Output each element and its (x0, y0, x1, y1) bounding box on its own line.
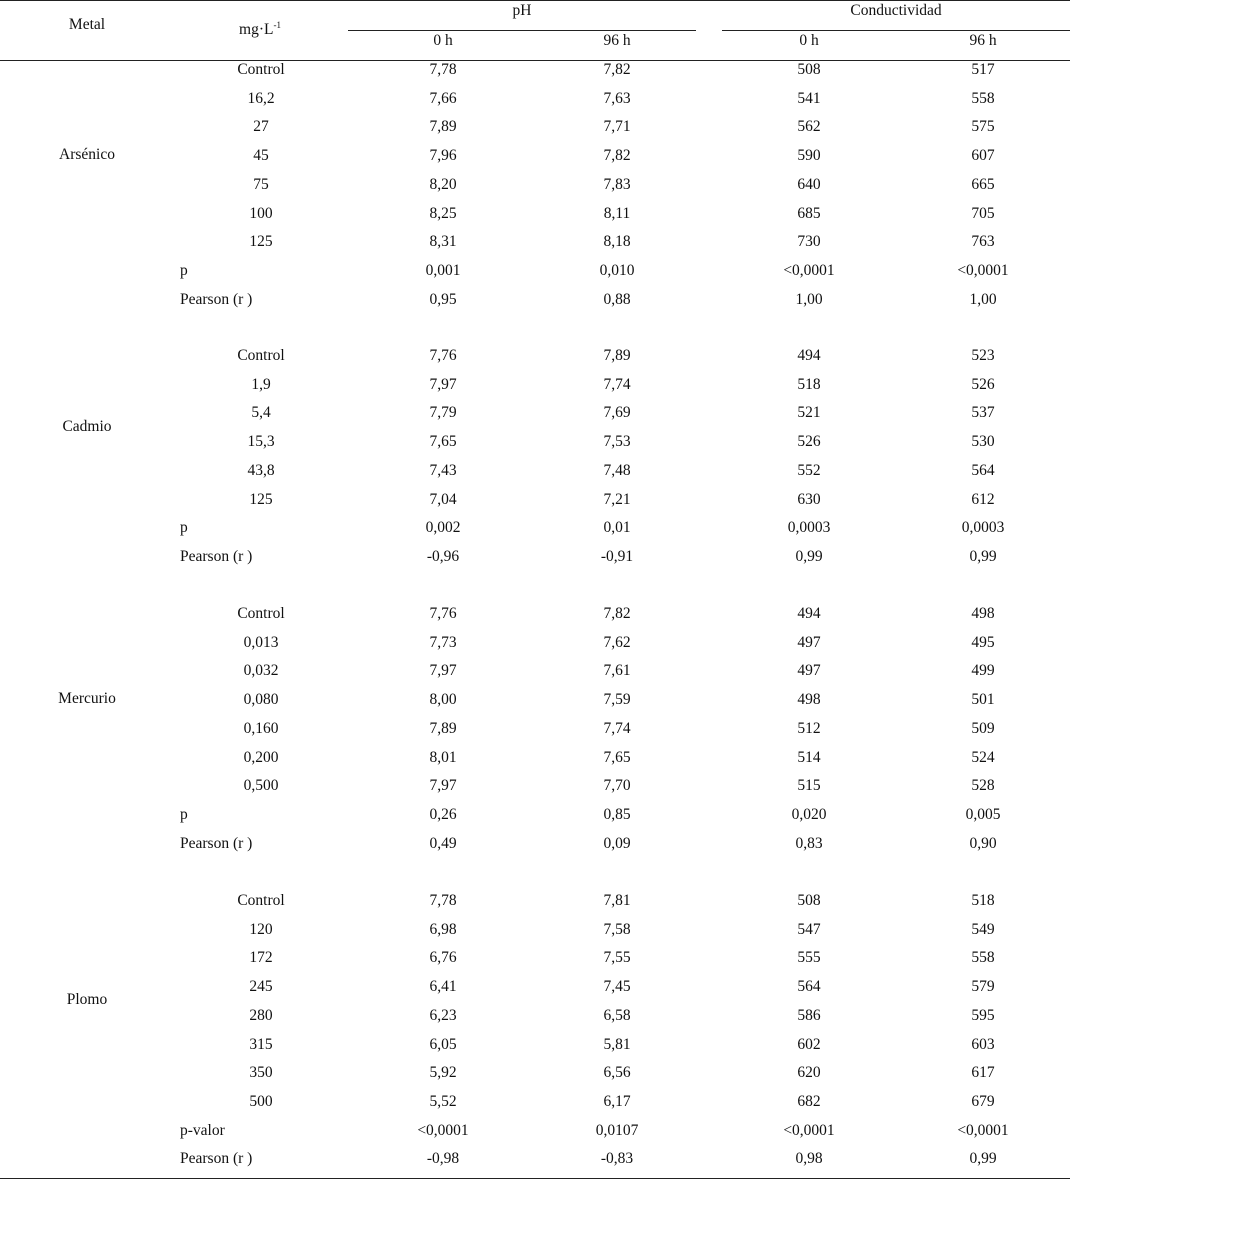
concentration-cell: 0,013 (243, 634, 279, 651)
value-cell-ph0: 7,89 (429, 118, 457, 135)
value-cell-ph96: 7,45 (603, 978, 631, 995)
value-cell-ph96: 6,58 (603, 1007, 631, 1024)
concentration-cell: 172 (249, 949, 273, 966)
stat-cell-c96: <0,0001 (957, 1122, 1009, 1139)
concentration-cell: 125 (249, 491, 273, 508)
stat-cell-ph0: 0,002 (425, 519, 461, 536)
concentration-cell: 0,032 (243, 662, 279, 679)
value-cell-c96: 517 (971, 61, 995, 78)
value-cell-c0: 630 (797, 491, 821, 508)
value-cell-ph96: 7,55 (603, 949, 631, 966)
stat-label: p (180, 806, 188, 823)
value-cell-c96: 498 (971, 605, 995, 622)
value-cell-c0: 562 (797, 118, 821, 135)
concentration-cell: 315 (249, 1036, 273, 1053)
value-cell-ph0: 7,97 (429, 777, 457, 794)
value-cell-ph96: 6,17 (603, 1093, 631, 1110)
value-cell-ph96: 7,74 (603, 720, 631, 737)
value-cell-ph96: 7,89 (603, 347, 631, 364)
concentration-cell: 5,4 (251, 404, 271, 421)
concentration-cell: 0,500 (243, 777, 279, 794)
value-cell-c96: 617 (971, 1064, 995, 1081)
value-cell-c96: 501 (971, 691, 995, 708)
value-cell-ph96: 7,83 (603, 176, 631, 193)
value-cell-ph96: 7,71 (603, 118, 631, 135)
header-metal: Metal (68, 16, 106, 33)
value-cell-c0: 515 (797, 777, 821, 794)
stat-cell-c0: 0,83 (795, 835, 823, 852)
stat-cell-c96: 0,99 (969, 548, 997, 565)
value-cell-ph0: 8,25 (429, 205, 457, 222)
value-cell-ph0: 7,66 (429, 90, 457, 107)
value-cell-c0: 514 (797, 749, 821, 766)
value-cell-ph96: 7,48 (603, 462, 631, 479)
value-cell-ph0: 8,00 (429, 691, 457, 708)
concentration-cell: Control (237, 61, 285, 78)
value-cell-ph0: 7,76 (429, 605, 457, 622)
value-cell-c0: 494 (797, 347, 821, 364)
stat-cell-ph96: -0,83 (600, 1150, 634, 1167)
value-cell-ph0: 6,05 (429, 1036, 457, 1053)
value-cell-ph0: 7,97 (429, 662, 457, 679)
value-cell-ph96: 7,59 (603, 691, 631, 708)
header-cond-96h: 96 h (969, 32, 997, 49)
concentration-cell: 75 (253, 176, 269, 193)
value-cell-c0: 564 (797, 978, 821, 995)
header-bottom-rule (0, 60, 1070, 61)
value-cell-c96: 763 (971, 233, 995, 250)
concentration-cell: Control (237, 892, 285, 909)
value-cell-ph0: 5,92 (429, 1064, 457, 1081)
value-cell-c96: 564 (971, 462, 995, 479)
value-cell-c0: 518 (797, 376, 821, 393)
value-cell-ph96: 7,65 (603, 749, 631, 766)
stat-cell-ph0: 0,26 (429, 806, 457, 823)
concentration-cell: 500 (249, 1093, 273, 1110)
value-cell-c0: 730 (797, 233, 821, 250)
concentration-cell: 16,2 (247, 90, 275, 107)
value-cell-c0: 497 (797, 634, 821, 651)
value-cell-ph96: 7,63 (603, 90, 631, 107)
value-cell-c0: 494 (797, 605, 821, 622)
value-cell-c0: 547 (797, 921, 821, 938)
stat-cell-c0: 0,98 (795, 1150, 823, 1167)
concentration-cell: 350 (249, 1064, 273, 1081)
stat-cell-c0: <0,0001 (783, 262, 835, 279)
header-ph-96h: 96 h (603, 32, 631, 49)
value-cell-c96: 595 (971, 1007, 995, 1024)
value-cell-c0: 640 (797, 176, 821, 193)
concentration-cell: 45 (253, 147, 269, 164)
value-cell-ph96: 7,21 (603, 491, 631, 508)
stat-cell-ph96: 0,01 (603, 519, 631, 536)
concentration-cell: 1,9 (251, 376, 271, 393)
value-cell-c0: 685 (797, 205, 821, 222)
metal-name: Plomo (66, 991, 108, 1008)
value-cell-c0: 541 (797, 90, 821, 107)
stat-cell-ph0: 0,95 (429, 291, 457, 308)
stat-cell-c96: 1,00 (969, 291, 997, 308)
value-cell-c0: 682 (797, 1093, 821, 1110)
metal-name: Mercurio (58, 690, 116, 707)
value-cell-c96: 603 (971, 1036, 995, 1053)
value-cell-c96: 537 (971, 404, 995, 421)
value-cell-ph0: 7,96 (429, 147, 457, 164)
concentration-cell: 27 (253, 118, 269, 135)
header-cond-0h: 0 h (799, 32, 819, 49)
concentration-cell: Control (237, 347, 285, 364)
value-cell-ph96: 7,82 (603, 147, 631, 164)
stat-cell-c0: 0,020 (791, 806, 827, 823)
value-cell-ph0: 7,04 (429, 491, 457, 508)
value-cell-c96: 679 (971, 1093, 995, 1110)
value-cell-ph0: 7,73 (429, 634, 457, 651)
value-cell-ph0: 7,89 (429, 720, 457, 737)
value-cell-c96: 528 (971, 777, 995, 794)
value-cell-c96: 524 (971, 749, 995, 766)
stat-cell-c0: 0,0003 (787, 519, 831, 536)
value-cell-c96: 526 (971, 376, 995, 393)
value-cell-ph96: 7,70 (603, 777, 631, 794)
value-cell-ph96: 8,11 (603, 205, 631, 222)
stat-cell-c96: 0,99 (969, 1150, 997, 1167)
top-rule (0, 0, 1070, 1)
value-cell-c96: 607 (971, 147, 995, 164)
value-cell-c96: 612 (971, 491, 995, 508)
value-cell-ph96: 7,82 (603, 605, 631, 622)
value-cell-ph96: 7,74 (603, 376, 631, 393)
stat-label: Pearson (r ) (180, 548, 253, 565)
stat-cell-c96: 0,005 (965, 806, 1001, 823)
value-cell-ph0: 7,78 (429, 61, 457, 78)
concentration-cell: 245 (249, 978, 273, 995)
value-cell-c0: 497 (797, 662, 821, 679)
value-cell-ph96: 5,81 (603, 1036, 631, 1053)
value-cell-c0: 552 (797, 462, 821, 479)
stat-cell-c0: <0,0001 (783, 1122, 835, 1139)
stat-label: Pearson (r ) (180, 835, 253, 852)
stat-cell-c96: <0,0001 (957, 262, 1009, 279)
stat-cell-ph96: -0,91 (600, 548, 634, 565)
value-cell-c96: 549 (971, 921, 995, 938)
value-cell-c0: 555 (797, 949, 821, 966)
header-ph: pH (512, 2, 532, 19)
value-cell-ph0: 6,76 (429, 949, 457, 966)
value-cell-ph0: 8,31 (429, 233, 457, 250)
stat-label: Pearson (r ) (180, 1150, 253, 1167)
ph-span-rule (348, 30, 696, 31)
value-cell-ph0: 6,23 (429, 1007, 457, 1024)
value-cell-ph96: 7,58 (603, 921, 631, 938)
value-cell-ph96: 7,81 (603, 892, 631, 909)
value-cell-ph0: 5,52 (429, 1093, 457, 1110)
value-cell-c0: 602 (797, 1036, 821, 1053)
concentration-cell: 0,080 (243, 691, 279, 708)
concentration-cell: 0,200 (243, 749, 279, 766)
value-cell-ph96: 7,69 (603, 404, 631, 421)
stat-label: Pearson (r ) (180, 291, 253, 308)
value-cell-ph0: 7,97 (429, 376, 457, 393)
concentration-cell: 0,160 (243, 720, 279, 737)
value-cell-ph0: 7,78 (429, 892, 457, 909)
value-cell-ph96: 8,18 (603, 233, 631, 250)
value-cell-ph96: 6,56 (603, 1064, 631, 1081)
stat-cell-c96: 0,90 (969, 835, 997, 852)
value-cell-c0: 498 (797, 691, 821, 708)
value-cell-c96: 523 (971, 347, 995, 364)
value-cell-ph0: 7,43 (429, 462, 457, 479)
value-cell-c0: 508 (797, 61, 821, 78)
stat-cell-ph0: -0,98 (426, 1150, 460, 1167)
concentration-cell: 100 (249, 205, 273, 222)
stat-cell-ph96: 0,88 (603, 291, 631, 308)
value-cell-c0: 508 (797, 892, 821, 909)
value-cell-c96: 518 (971, 892, 995, 909)
stat-cell-ph0: -0,96 (426, 548, 460, 565)
stat-label: p-valor (180, 1122, 225, 1139)
value-cell-c96: 579 (971, 978, 995, 995)
stat-cell-ph0: <0,0001 (417, 1122, 469, 1139)
cond-span-rule (722, 30, 1070, 31)
stat-cell-c0: 0,99 (795, 548, 823, 565)
concentration-cell: 120 (249, 921, 273, 938)
value-cell-c0: 521 (797, 404, 821, 421)
value-cell-ph0: 7,65 (429, 433, 457, 450)
value-cell-ph96: 7,53 (603, 433, 631, 450)
value-cell-c96: 530 (971, 433, 995, 450)
value-cell-ph0: 8,20 (429, 176, 457, 193)
value-cell-c96: 575 (971, 118, 995, 135)
header-concentration: $mg\cdot L^{-1}$ (239, 20, 281, 38)
value-cell-c96: 558 (971, 949, 995, 966)
stat-label: p (180, 262, 188, 279)
concentration-cell: 280 (249, 1007, 273, 1024)
value-cell-c96: 705 (971, 205, 995, 222)
value-cell-c0: 526 (797, 433, 821, 450)
stat-cell-c0: 1,00 (795, 291, 823, 308)
header-ph-0h: 0 h (433, 32, 453, 49)
concentration-cell: 125 (249, 233, 273, 250)
concentration-cell: Control (237, 605, 285, 622)
value-cell-c0: 586 (797, 1007, 821, 1024)
value-cell-c0: 620 (797, 1064, 821, 1081)
stat-cell-ph0: 0,001 (425, 262, 461, 279)
stat-cell-ph96: 0,010 (599, 262, 635, 279)
value-cell-c0: 590 (797, 147, 821, 164)
value-cell-ph0: 8,01 (429, 749, 457, 766)
value-cell-c96: 499 (971, 662, 995, 679)
value-cell-ph96: 7,82 (603, 61, 631, 78)
value-cell-c96: 495 (971, 634, 995, 651)
value-cell-c0: 512 (797, 720, 821, 737)
value-cell-ph0: 6,98 (429, 921, 457, 938)
value-cell-ph0: 7,79 (429, 404, 457, 421)
stat-cell-ph96: 0,09 (603, 835, 631, 852)
value-cell-c96: 509 (971, 720, 995, 737)
metal-name: Arsénico (59, 146, 115, 163)
stat-cell-ph96: 0,85 (603, 806, 631, 823)
metal-name: Cadmio (62, 418, 112, 435)
stat-label: p (180, 519, 188, 536)
concentration-cell: 43,8 (247, 462, 275, 479)
value-cell-ph0: 6,41 (429, 978, 457, 995)
stat-cell-ph0: 0,49 (429, 835, 457, 852)
value-cell-c96: 558 (971, 90, 995, 107)
value-cell-ph0: 7,76 (429, 347, 457, 364)
stat-cell-c96: 0,0003 (961, 519, 1005, 536)
value-cell-ph96: 7,61 (603, 662, 631, 679)
header-conductividad: Conductividad (850, 2, 942, 19)
concentration-cell: 15,3 (247, 433, 275, 450)
value-cell-ph96: 7,62 (603, 634, 631, 651)
bottom-rule (0, 1178, 1070, 1179)
stat-cell-ph96: 0,0107 (595, 1122, 639, 1139)
value-cell-c96: 665 (971, 176, 995, 193)
